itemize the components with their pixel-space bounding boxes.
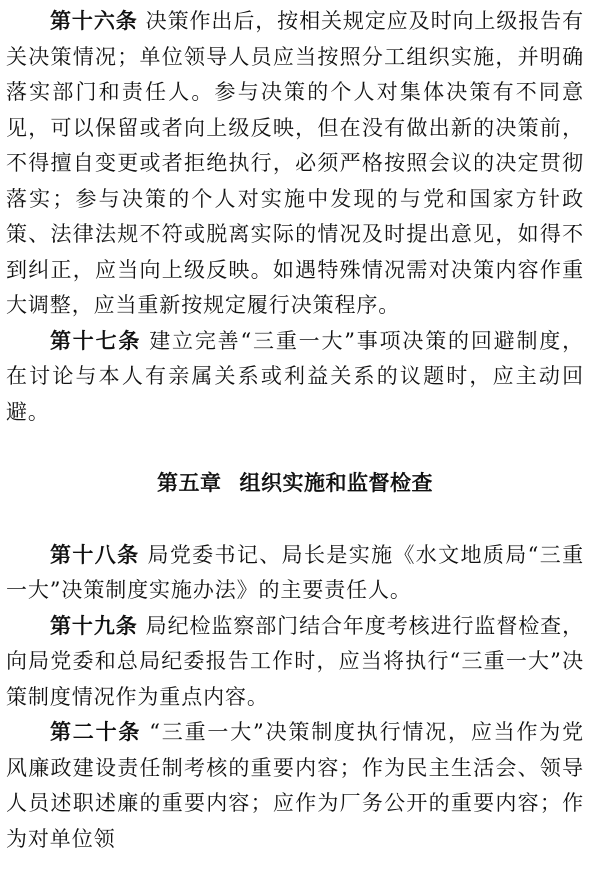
article-text: “三重一大”决策制度执行情况，应当作为党风廉政建设责任制考核的重要内容；作为民主生活会、领导人员述职述廉的重要内容；应作为厂务公开的重要内容；作为对单位领 <box>6 720 584 851</box>
chapter-number: 第五章 <box>157 471 222 495</box>
article-text: 局纪检监察部门结合年度考核进行监督检查，向局党委和总局纪委报告工作时，应当将执行“三重一大”决策制度情况作为重点内容。 <box>6 613 584 709</box>
article-number: 第二十条 <box>50 720 142 744</box>
article-16 <box>6 4 584 324</box>
article-18 <box>6 538 584 609</box>
article-number: 第十八条 <box>50 542 140 567</box>
article-17 <box>6 324 584 431</box>
chapter-title: 组织实施和监督检查 <box>239 471 433 495</box>
article-text: 局党委书记、局长是实施《水文地质局“三重一大”决策制度实施办法》的主要责任人。 <box>6 542 584 602</box>
article-number: 第十七条 <box>50 328 142 353</box>
article-number: 第十九条 <box>50 613 138 638</box>
article-number: 第十六条 <box>50 9 138 33</box>
chapter-heading <box>6 466 584 502</box>
article-20 <box>6 715 584 857</box>
article-19 <box>6 609 584 716</box>
article-text: 建立完善“三重一大”事项决策的回避制度，在讨论与本人有亲属关系或利益关系的议题时，应主动回避。 <box>6 328 584 424</box>
article-text: 决策作出后，按相关规定应及时向上级报告有关决策情况；单位领导人员应当按照分工组织实施，并明确落实部门和责任人。参与决策的个人对集体决策有不同意见，可以保留或者向上级反映，但在没有做出新的决策前，不得擅自变更或者拒绝执行，必须严格按照会议的决定贯彻落实；参与决策的个人对实施中发现的与党和国家方针政策、法律法规不符或脱离实际的情况及时提出意见，如得不到纠正，应当向上级反映。如遇特殊情况需对决策内容作重大调整，应当重新按规定履行决策程序。 <box>6 9 584 317</box>
